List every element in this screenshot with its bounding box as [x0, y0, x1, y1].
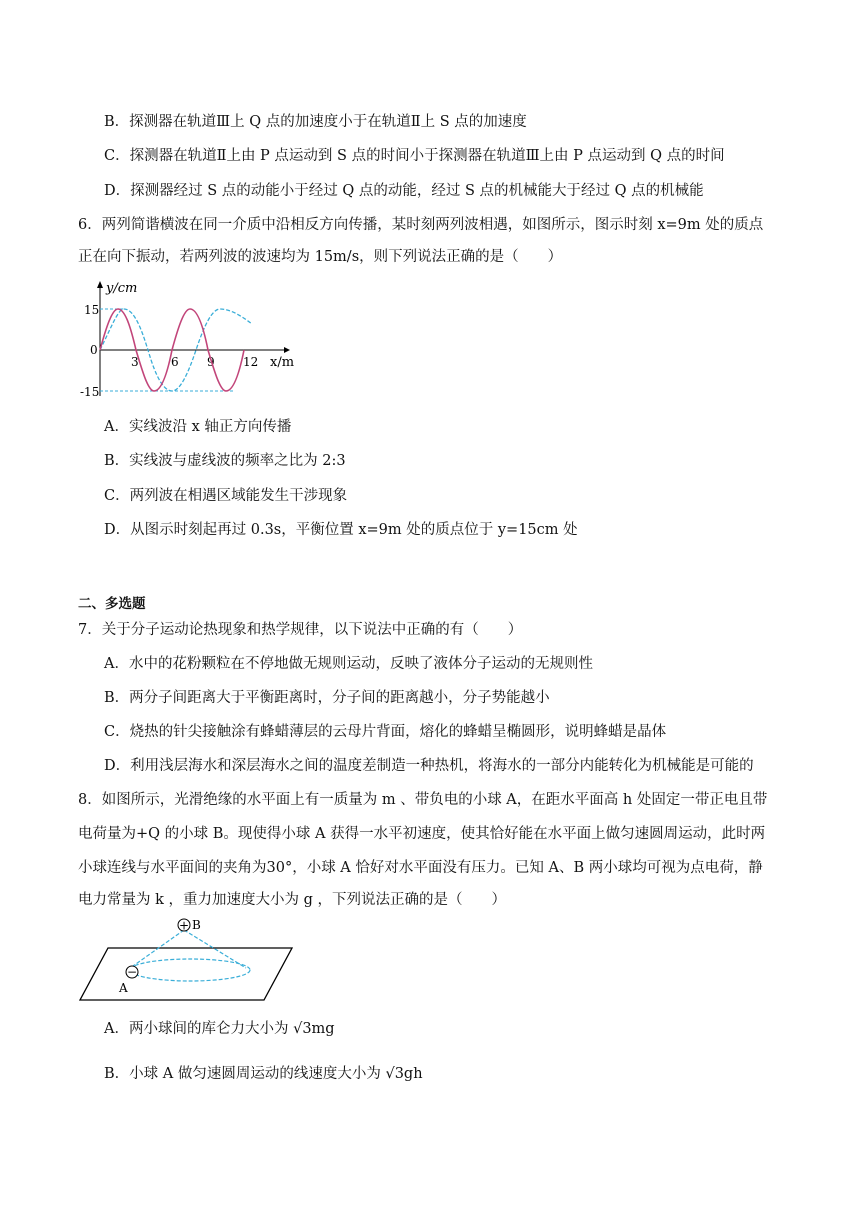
ytick-neg15: -15 [80, 385, 100, 399]
q7-stem: 7．关于分子运动论热现象和热学规律，以下说法中正确的有（ ） [78, 622, 523, 638]
q8-charge-figure [78, 914, 298, 1006]
xtick-9: 9 [207, 355, 215, 369]
q6-wave-graph [80, 278, 314, 408]
q6-stem-line1: 6．两列简谐横波在同一介质中沿相反方向传播，某时刻两列波相遇，如图所示，图示时刻 x=9m 处的质点 [78, 217, 764, 233]
section-heading-multi-choice: 二、多选题 [78, 596, 146, 612]
ytick-0: 0 [90, 343, 98, 357]
ytick-15: 15 [84, 303, 100, 317]
y-axis-label: y/cm [106, 281, 138, 296]
xtick-6: 6 [171, 355, 179, 369]
q6-option-b: B．实线波与虚线波的频率之比为 2:3 [104, 453, 346, 469]
q6-option-d: D．从图示时刻起再过 0.3s，平衡位置 x=9m 处的质点位于 y=15cm 处 [104, 522, 578, 538]
q6-option-c: C．两列波在相遇区域能发生干涉现象 [104, 488, 348, 504]
minus-sign: − [127, 965, 138, 979]
xtick-12: 12 [243, 355, 259, 369]
x-axis-label: x/m [270, 355, 295, 370]
q8-stem-line1: 8．如图所示，光滑绝缘的水平面上有一质量为 m 、带负电的小球 A，在距水平面高 h 处固定一带正电且带 [78, 792, 768, 808]
plus-sign: + [179, 918, 190, 933]
label-b: B [192, 918, 201, 932]
q6-option-a: A．实线波沿 x 轴正方向传播 [104, 419, 292, 435]
q7-option-a: A．水中的花粉颗粒在不停地做无规则运动，反映了液体分子运动的无规则性 [104, 656, 593, 672]
q8-option-a: A．两小球间的库仑力大小为 √3mg [104, 1021, 335, 1037]
xtick-3: 3 [131, 355, 139, 369]
q7-option-c: C．烧热的针尖接触涂有蜂蜡薄层的云母片背面，熔化的蜂蜡呈椭圆形，说明蜂蜡是晶体 [104, 724, 667, 740]
q5-option-d: D．探测器经过 S 点的动能小于经过 Q 点的动能，经过 S 点的机械能大于经过 Q 点的机械能 [104, 183, 704, 199]
q5-option-c: C．探测器在轨道Ⅱ上由 P 点运动到 S 点的时间小于探测器在轨道Ⅲ上由 P 点运动到 Q 点的时间 [104, 148, 725, 164]
q8-stem-line2: 电荷量为+Q 的小球 B。现使得小球 A 获得一水平初速度，使其恰好能在水平面上做匀速圆周运动，此时两 [78, 826, 766, 842]
label-a: A [119, 981, 128, 995]
q8-option-b: B．小球 A 做匀速圆周运动的线速度大小为 √3gh [104, 1066, 423, 1082]
q7-option-d: D．利用浅层海水和深层海水之间的温度差制造一种热机，将海水的一部分内能转化为机械能是可能的 [104, 758, 754, 774]
q8-stem-line4: 电力常量为 k ，重力加速度大小为 g ，下列说法正确的是（ ） [78, 892, 507, 908]
q7-option-b: B．两分子间距离大于平衡距离时，分子间的距离越小，分子势能越小 [104, 690, 550, 706]
q8-stem-line3: 小球连线与水平面间的夹角为30°，小球 A 恰好对水平面没有压力。已知 A、B 两小球均可视为点电荷，静 [78, 860, 763, 876]
q6-stem-line2: 正在向下振动，若两列波的波速均为 15m/s，则下列说法正确的是（ ） [78, 249, 563, 265]
q5-option-b: B．探测器在轨道Ⅲ上 Q 点的加速度小于在轨道Ⅱ上 S 点的加速度 [104, 114, 527, 130]
